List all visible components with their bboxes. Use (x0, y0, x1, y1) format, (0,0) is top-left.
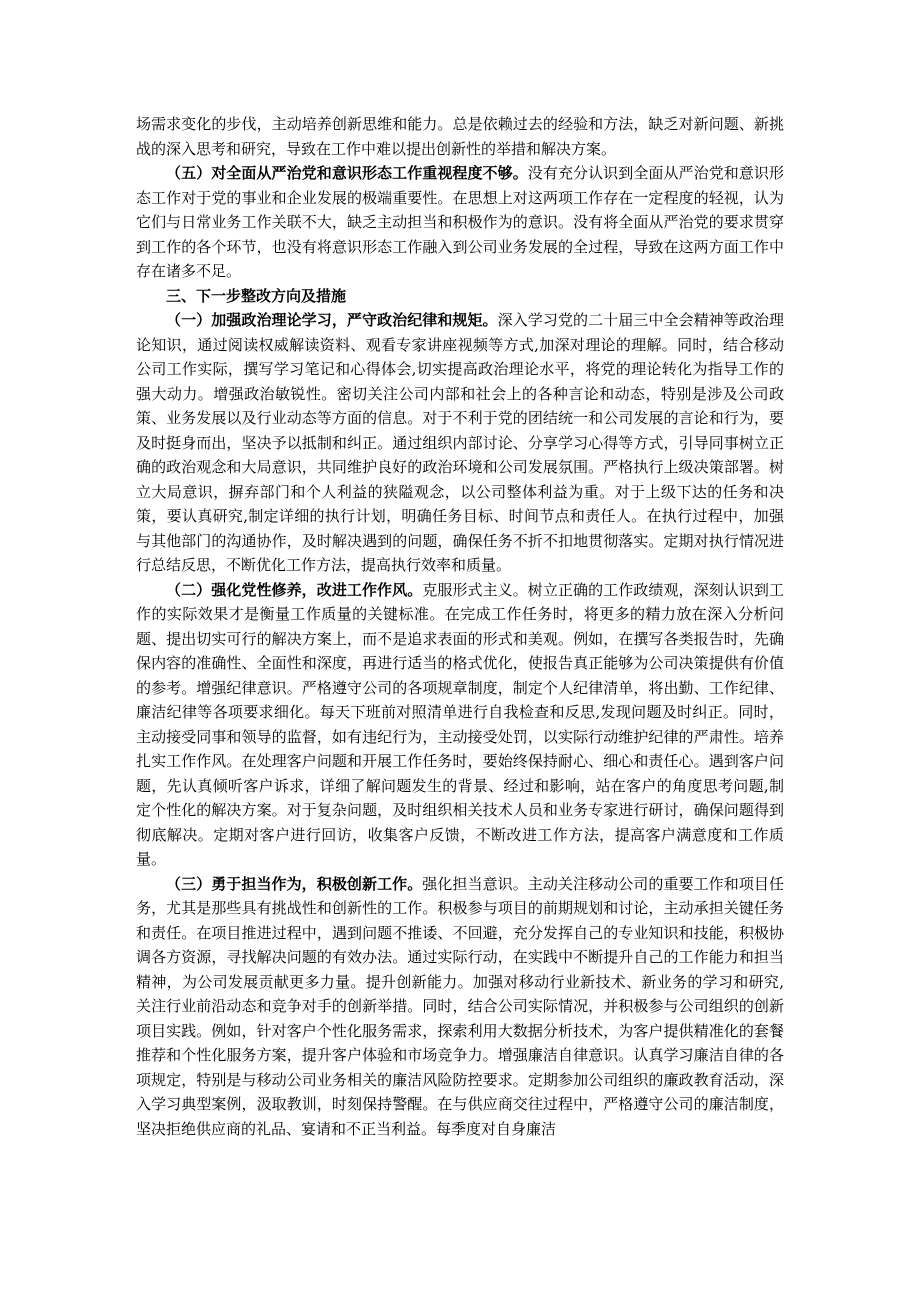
paragraph-measure-two (136, 578, 784, 872)
paragraph-text: 克服形式主义。树立正确的工作政绩观，深刻认识到工作的实际效果才是衡量工作质量的关键标准。在完成工作任务时，将更多的精力放在深入分析问题、提出切实可行的解决方案上，而不是追求表面的形式和美观。例如，在撰写各类报告时，先确保内容的准确性、全面性和深度，再进行适当的格式优化，使报告真正能够为公司决策提供有价值的参考。增强纪律意识。严格遵守公司的各项规章制度，制定个人纪律清单，将出勤、工作纪律、廉洁纪律等各项要求细化。每天下班前对照清单进行自我检查和反思,发现问题及时纠正。同时，主动接受同事和领导的监督，如有违纪行为，主动接受处罚，以实际行动维护纪律的严肃性。培养扎实工作作风。在处理客户问题和开展工作任务时，要始终保持耐心、细心和责任心。遇到客户问题，先认真倾听客户诉求，详细了解问题发生的背景、经过和影响，站在客户的角度思考问题,制定个性化的解决方案。对于复杂问题，及时组织相关技术人员和业务专家进行研讨，确保问题得到彻底解决。定期对客户进行回访，收集客户反馈，不断改进工作方法，提高客户满意度和工作质量。 (136, 580, 784, 868)
paragraph-section-five (136, 161, 784, 284)
paragraph-heading: （二）强化党性修养，改进工作作风。 (166, 580, 423, 599)
section-heading-next-steps (136, 284, 784, 309)
paragraph-text: 强化担当意识。主动关注移动公司的重要工作和项目任务，尤其是那些具有挑战性和创新性的工作。积极参与项目的前期规划和讨论，主动承担关键任务和责任。在项目推进过程中，遇到问题不推诿、不回避，充分发挥自己的专业知识和技能，积极协调各方资源，寻找解决问题的有效办法。通过实际行动，在实践中不断提升自己的工作能力和担当精神，为公司发展贡献更多力量。提升创新能力。加强对移动行业新技术、新业务的学习和研究,关注行业前沿动态和竞争对手的创新举措。同时，结合公司实际情况，并积极参与公司组织的创新项目实践。例如，针对客户个性化服务需求，探索利用大数据分析技术，为客户提供精准化的套餐推荐和个性化服务方案，提升客户体验和市场竞争力。增强廉洁自律意识。认真学习廉洁自律的各项规定，特别是与移动公司业务相关的廉洁风险防控要求。定期参加公司组织的廉政教育活动，深入学习典型案例，汲取教训，时刻保持警醒。在与供应商交往过程中，严格遵守公司的廉洁制度，坚决拒绝供应商的礼品、宴请和不正当利益。每季度对自身廉洁 (136, 874, 784, 1138)
paragraph-heading: （五）对全面从严治党和意识形态工作重视程度不够。 (166, 164, 528, 182)
paragraph-measure-one (136, 308, 784, 578)
paragraph-text: 深入学习党的二十届三中全会精神等政治理论知识，通过阅读权威解读资料、观看专家讲座视频等方式,加深对理论的理解。同时，结合移动公司工作实际，撰写学习笔记和心得体会,切实提高政治理论水平，将党的理论转化为指导工作的强大动力。增强政治敏锐性。密切关注公司内部和社会上的各种言论和动态，特别是涉及公司政策、业务发展以及行业动态等方面的信息。对于不利于党的团结统一和公司发展的言论和行为，要及时挺身而出，坚决予以抵制和纠正。通过组织内部讨论、分享学习心得等方式，引导同事树立正确的政治观念和大局意识，共同维护良好的政治环境和公司发展氛围。严格执行上级决策部署。树立大局意识，摒弃部门和个人利益的狭隘观念，以公司整体利益为重。对于上级下达的任务和决策，要认真研究,制定详细的执行计划，明确任务目标、时间节点和责任人。在执行过程中，加强与其他部门的沟通协作，及时解决遇到的问题，确保任务不折不扣地贯彻落实。定期对执行情况进行总结反思，不断优化工作方法，提高执行效率和质量。 (136, 311, 784, 574)
document-page (136, 112, 784, 1141)
section-heading: 三、下一步整改方向及措施 (166, 286, 347, 305)
paragraph-text: 场需求变化的步伐，主动培养创新思维和能力。总是依赖过去的经验和方法，缺乏对新问题、新挑战的深入思考和研究，导致在工作中难以提出创新性的举措和解决方案。 (136, 115, 784, 158)
paragraph-heading: （一）加强政治理论学习，严守政治纪律和规矩。 (166, 311, 498, 329)
paragraph-heading: （三）勇于担当作为，积极创新工作。 (166, 874, 423, 893)
paragraph-continuation (136, 112, 784, 161)
paragraph-text: 没有充分认识到全面从严治党和意识形态工作对于党的事业和企业发展的极端重要性。在思想上对这两项工作存在一定程度的轻视，认为它们与日常业务工作关联不大，缺乏主动担当和积极作为的意识。没有将全面从严治党的要求贯穿到工作的各个环节，也没有将意识形态工作融入到公司业务发展的全过程，导致在这两方面工作中存在诸多不足。 (136, 164, 784, 280)
paragraph-measure-three (136, 872, 784, 1142)
